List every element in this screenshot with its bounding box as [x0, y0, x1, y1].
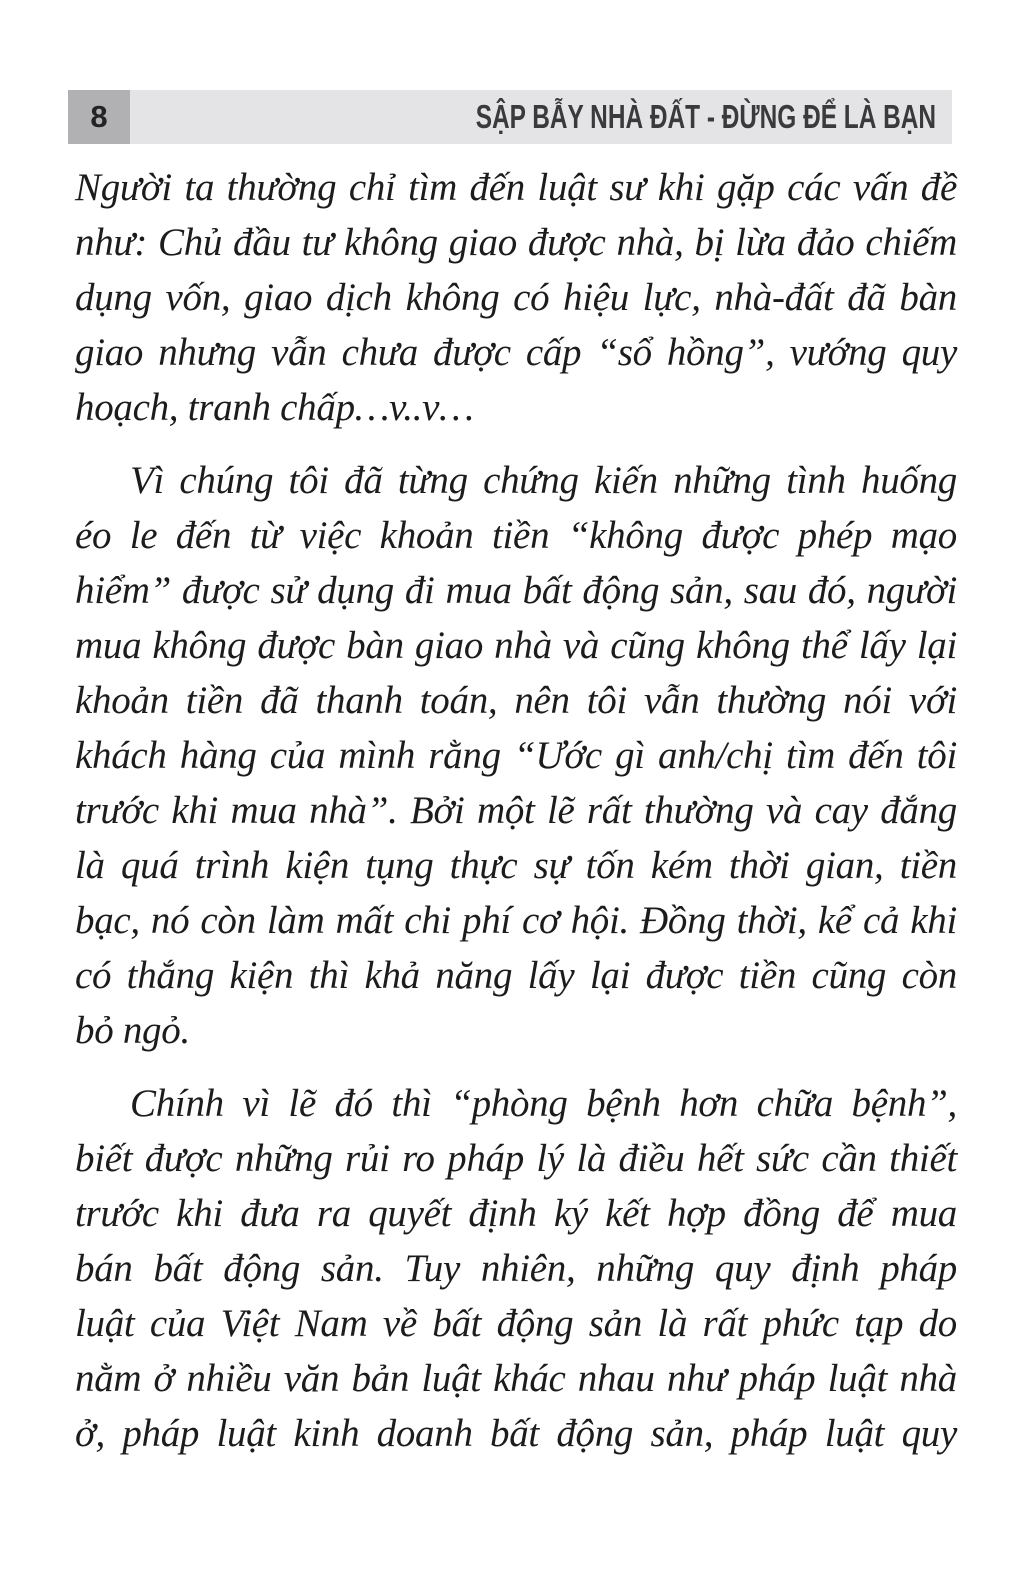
text-line: dụng vốn, giao dịch không có hiệu lực, nhà-đất đã bàn — [75, 276, 957, 319]
text-line: có thắng kiện thì khả năng lấy lại được tiền cũng còn — [75, 954, 957, 997]
text-line: khoản tiền đã thanh toán, nên tôi vẫn thường nói với — [75, 679, 957, 722]
page-body — [75, 160, 957, 1479]
text-line: mua không được bàn giao nhà và cũng không thể lấy lại — [75, 624, 957, 667]
text-line: trước khi mua nhà”. Bởi một lẽ rất thường và cay đắng — [75, 789, 957, 832]
text-line: biết được những rủi ro pháp lý là điều hết sức cần thiết — [75, 1137, 957, 1180]
text-line: bạc, nó còn làm mất chi phí cơ hội. Đồng thời, kể cả khi — [75, 899, 957, 942]
text-line: ở, pháp luật kinh doanh bất động sản, pháp luật quy — [75, 1412, 957, 1455]
text-line: éo le đến từ việc khoản tiền “không được phép mạo — [75, 514, 957, 557]
paragraph — [75, 1076, 957, 1461]
text-line: hoạch, tranh chấp…v..v… — [75, 386, 474, 429]
page-header — [68, 90, 952, 144]
paragraph — [75, 160, 957, 435]
text-line: như: Chủ đầu tư không giao được nhà, bị lừa đảo chiếm — [75, 221, 957, 264]
text-line: hiểm” được sử dụng đi mua bất động sản, sau đó, người — [75, 569, 957, 612]
text-line: Chính vì lẽ đó thì “phòng bệnh hơn chữa bệnh”, — [130, 1082, 957, 1125]
running-head-title: SẬP BẪY NHÀ ĐẤT - ĐỪNG ĐỂ LÀ BẠN — [475, 98, 936, 135]
text-line: nằm ở nhiều văn bản luật khác nhau như pháp luật nhà — [75, 1357, 957, 1400]
text-line: giao nhưng vẫn chưa được cấp “sổ hồng”, vướng quy — [75, 331, 957, 374]
text-line: là quá trình kiện tụng thực sự tốn kém thời gian, tiền — [75, 844, 957, 887]
text-line: Người ta thường chỉ tìm đến luật sư khi gặp các vấn đề — [75, 166, 957, 209]
paragraph — [75, 453, 957, 1058]
text-line: khách hàng của mình rằng “Ước gì anh/chị tìm đến tôi — [75, 734, 957, 777]
header-bar — [130, 90, 952, 144]
text-line: trước khi đưa ra quyết định ký kết hợp đồng để mua — [75, 1192, 957, 1235]
text-line: bán bất động sản. Tuy nhiên, những quy định pháp — [75, 1247, 957, 1290]
text-line: bỏ ngỏ. — [75, 1009, 190, 1052]
text-line: Vì chúng tôi đã từng chứng kiến những tình huống — [130, 459, 957, 502]
page-number: 8 — [68, 90, 130, 144]
text-line: luật của Việt Nam về bất động sản là rất phức tạp do — [75, 1302, 957, 1345]
